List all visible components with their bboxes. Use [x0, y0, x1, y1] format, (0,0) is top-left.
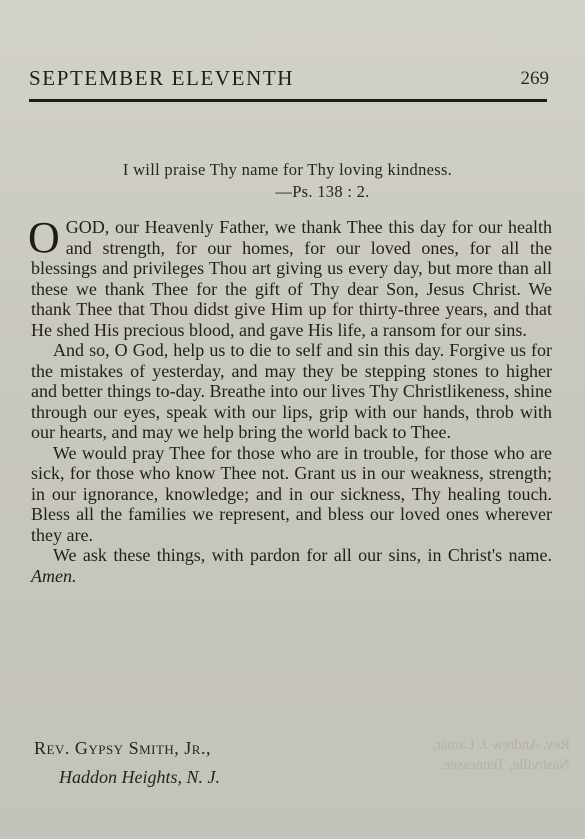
page-header: [29, 64, 549, 94]
author-signature: [34, 734, 220, 792]
paragraph-text: GOD, our Heavenly Father, we thank Thee this day for our health and strength, for our homes, for our loved ones, for all the blessings and privileges Thou art giving us every day, but more than all these we thank Thee for the gift of Thy dear Son, Jesus Christ. We thank Thee that Thou didst give Him up for thirty-three years, and that He shed His precious blood, and gave His life, a ransom for our sins.: [31, 217, 552, 340]
verse-text: I will praise Thy name for Thy loving kindness.: [122, 160, 453, 179]
page-number: 269: [520, 68, 549, 89]
page-title: SEPTEMBER ELEVENTH: [29, 66, 295, 90]
prayer-paragraph: And so, O God, help us to die to self and sin this day. Forgive us for the mistakes of yesterday, and may they be stepping stones to higher and better things to-day. Breathe into our lives Thy Christlikeness, shine through our eyes, speak with our lips, grip with our hands, throb with our hearts, and may we help bring the world back to Thee.: [31, 340, 552, 442]
scripture-verse: [0, 159, 585, 203]
paragraph-text: We ask these things, with pardon for all our sins, in Christ's name.: [53, 545, 552, 565]
verse-reference: —Ps. 138 : 2.: [275, 182, 370, 201]
bleed-through-line: Nashville, Tennessee.: [440, 757, 570, 773]
bleed-through-line: Rev. Andrew J. Lamar,: [432, 737, 570, 753]
author-location: Haddon Heights, N. J.: [59, 767, 220, 787]
amen-text: Amen.: [31, 565, 77, 586]
drop-cap: O: [28, 213, 60, 262]
header-rule: [29, 99, 547, 102]
prayer-paragraph: [31, 545, 552, 586]
bleed-through-text: [300, 735, 570, 775]
prayer-paragraph: [28, 213, 552, 340]
author-name: Rev. Gypsy Smith, Jr.,: [34, 738, 211, 758]
prayer-paragraph: We would pray Thee for those who are in trouble, for those who are sick, for those who know Thee not. Grant us in our weakness, strength; in our ignorance, knowledge; and in our sickness, Thy healing touch. Bless all the families we represent, and bless our loved ones wherever they are.: [31, 442, 552, 545]
prayer-body: [28, 213, 552, 586]
